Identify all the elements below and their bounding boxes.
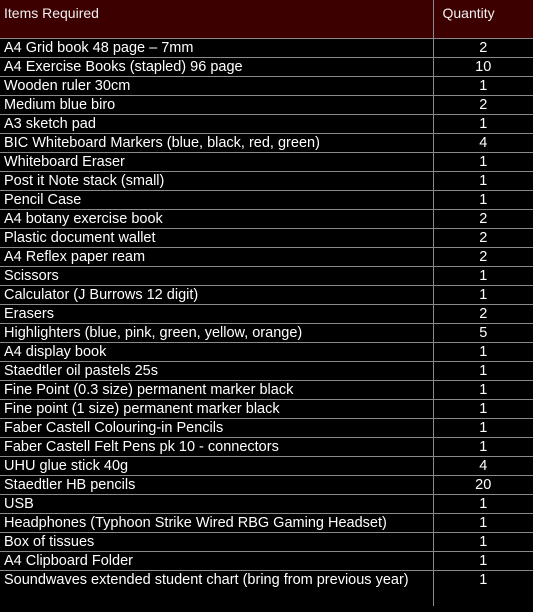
item-name-cell: Box of tissues [0, 532, 433, 551]
table-row [0, 95, 533, 114]
item-name-cell: Wooden ruler 30cm [0, 76, 433, 95]
table-row [0, 133, 533, 152]
item-quantity-cell: 1 [433, 361, 533, 380]
item-name-cell: A4 Exercise Books (stapled) 96 page [0, 57, 433, 76]
item-quantity-cell: 1 [433, 266, 533, 285]
table-header-row [0, 0, 533, 38]
table-row [0, 323, 533, 342]
item-name-cell: Staedtler oil pastels 25s [0, 361, 433, 380]
item-quantity-cell: 1 [433, 418, 533, 437]
item-name-cell: Faber Castell Colouring-in Pencils [0, 418, 433, 437]
item-quantity-cell: 2 [433, 247, 533, 266]
table-row [0, 494, 533, 513]
table-row [0, 532, 533, 551]
table-row [0, 190, 533, 209]
items-table-body [0, 38, 533, 606]
item-quantity-cell: 1 [433, 513, 533, 532]
item-name-cell: A4 Clipboard Folder [0, 551, 433, 570]
table-row [0, 266, 533, 285]
item-name-cell: Erasers [0, 304, 433, 323]
item-name-cell: Fine Point (0.3 size) permanent marker black [0, 380, 433, 399]
table-row [0, 570, 533, 606]
item-quantity-cell: 1 [433, 190, 533, 209]
table-row [0, 171, 533, 190]
table-row [0, 437, 533, 456]
table-row [0, 285, 533, 304]
table-row [0, 57, 533, 76]
table-row [0, 551, 533, 570]
item-quantity-cell: 2 [433, 304, 533, 323]
item-quantity-cell: 5 [433, 323, 533, 342]
item-quantity-cell: 2 [433, 209, 533, 228]
item-quantity-cell: 1 [433, 494, 533, 513]
item-quantity-cell: 1 [433, 114, 533, 133]
item-quantity-cell: 1 [433, 342, 533, 361]
table-row [0, 475, 533, 494]
item-name-cell: Calculator (J Burrows 12 digit) [0, 285, 433, 304]
item-name-cell: Faber Castell Felt Pens pk 10 - connectors [0, 437, 433, 456]
item-quantity-cell: 10 [433, 57, 533, 76]
items-required-header: Items Required [0, 0, 433, 38]
item-quantity-cell: 1 [433, 437, 533, 456]
item-name-cell: A3 sketch pad [0, 114, 433, 133]
item-quantity-cell: 1 [433, 380, 533, 399]
table-row [0, 418, 533, 437]
table-row [0, 456, 533, 475]
item-quantity-cell: 4 [433, 456, 533, 475]
item-name-cell: BIC Whiteboard Markers (blue, black, red, green) [0, 133, 433, 152]
item-name-cell: A4 botany exercise book [0, 209, 433, 228]
item-quantity-cell: 1 [433, 152, 533, 171]
table-row [0, 209, 533, 228]
quantity-header: Quantity [433, 0, 533, 38]
item-quantity-cell: 1 [433, 551, 533, 570]
item-name-cell: Plastic document wallet [0, 228, 433, 247]
item-name-cell: Headphones (Typhoon Strike Wired RBG Gaming Headset) [0, 513, 433, 532]
item-quantity-cell: 1 [433, 285, 533, 304]
item-quantity-cell: 20 [433, 475, 533, 494]
item-name-cell: Whiteboard Eraser [0, 152, 433, 171]
item-quantity-cell: 1 [433, 532, 533, 551]
table-row [0, 513, 533, 532]
item-name-cell: Post it Note stack (small) [0, 171, 433, 190]
item-quantity-cell: 4 [433, 133, 533, 152]
item-quantity-cell: 1 [433, 171, 533, 190]
table-row [0, 114, 533, 133]
table-row [0, 399, 533, 418]
item-quantity-cell: 1 [433, 399, 533, 418]
item-name-cell: Medium blue biro [0, 95, 433, 114]
item-name-cell: A4 Grid book 48 page – 7mm [0, 38, 433, 57]
item-quantity-cell: 1 [433, 570, 533, 606]
table-row [0, 76, 533, 95]
item-name-cell: A4 display book [0, 342, 433, 361]
item-name-cell: Soundwaves extended student chart (bring from previous year) [0, 570, 433, 606]
item-quantity-cell: 2 [433, 95, 533, 114]
item-name-cell: Pencil Case [0, 190, 433, 209]
table-row [0, 228, 533, 247]
item-name-cell: USB [0, 494, 433, 513]
item-quantity-cell: 1 [433, 76, 533, 95]
item-quantity-cell: 2 [433, 38, 533, 57]
table-row [0, 380, 533, 399]
item-name-cell: Fine point (1 size) permanent marker black [0, 399, 433, 418]
table-row [0, 152, 533, 171]
item-name-cell: Scissors [0, 266, 433, 285]
table-row [0, 342, 533, 361]
item-quantity-cell: 2 [433, 228, 533, 247]
table-row [0, 38, 533, 57]
table-row [0, 361, 533, 380]
item-name-cell: A4 Reflex paper ream [0, 247, 433, 266]
item-name-cell: Highlighters (blue, pink, green, yellow, orange) [0, 323, 433, 342]
item-name-cell: UHU glue stick 40g [0, 456, 433, 475]
table-row [0, 304, 533, 323]
table-row [0, 247, 533, 266]
item-name-cell: Staedtler HB pencils [0, 475, 433, 494]
